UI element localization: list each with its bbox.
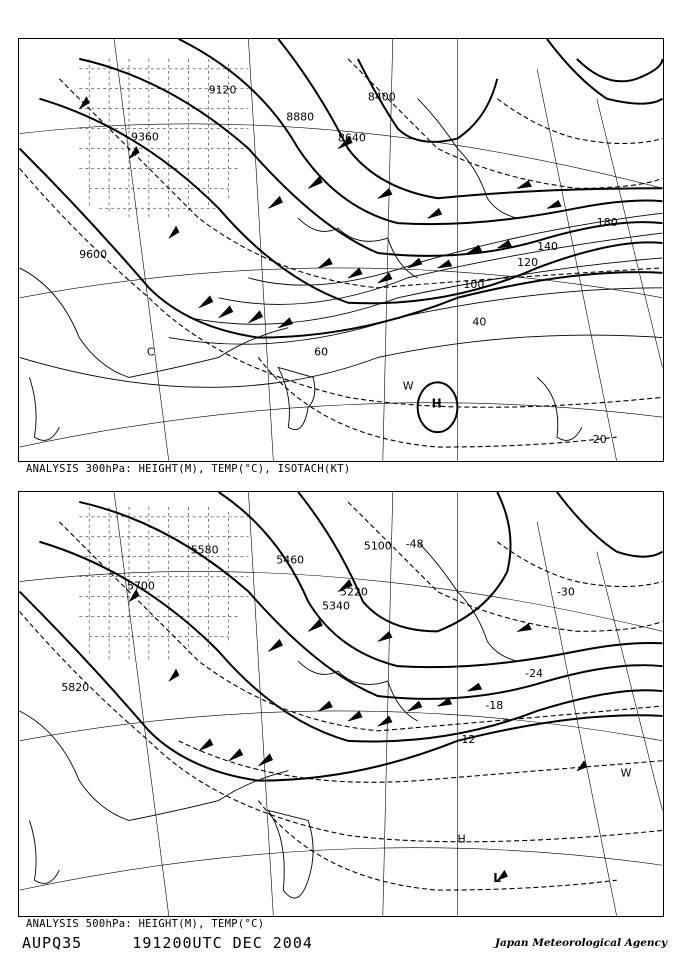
warm-center-label: W [620, 766, 632, 780]
temperature-isotherms [20, 59, 663, 447]
height-contours [20, 39, 663, 432]
cold-center-label: C [146, 345, 155, 359]
height-label-5220: 5220 [340, 585, 368, 599]
temp-label-minus18: -18 [485, 698, 504, 712]
coastlines [20, 99, 582, 441]
isotach-label-100: 100 [463, 277, 485, 291]
caption-500hpa: ANALYSIS 500hPa: HEIGHT(M), TEMP(°C) [26, 918, 265, 930]
analysis-500hpa-map [18, 491, 664, 917]
wind-barbs [129, 580, 587, 881]
temp-label-minus12: -12 [457, 732, 476, 746]
analysis-300hpa-map [18, 38, 664, 462]
isotach-label-140: 140 [537, 240, 558, 254]
coastlines [20, 539, 518, 898]
height-label-5100: 5100 [363, 539, 392, 553]
temperature-isotherms [20, 502, 663, 890]
caption-300hpa: ANALYSIS 300hPa: HEIGHT(M), TEMP(°C), ISOTACH(KT) [26, 463, 351, 475]
isotach-label-40: 40 [472, 315, 487, 329]
height-label-9120: 9120 [208, 83, 237, 97]
chart-identifier [22, 934, 313, 952]
high-center-label: H [457, 832, 466, 846]
height-label-8880: 8880 [286, 110, 315, 124]
isotach-label-60: 60 [314, 345, 329, 359]
map-300hpa-svg [19, 39, 663, 461]
chart-code: AUPQ35 [22, 934, 83, 952]
temp-label-minus48: -48 [405, 537, 424, 551]
temp-label-minus30: -30 [556, 585, 575, 599]
agency-credit: Japan Meteorological Agency [495, 937, 668, 949]
height-label-5340: 5340 [322, 599, 350, 613]
height-label-5460: 5460 [276, 553, 305, 567]
height-label-5580: 5580 [190, 543, 219, 557]
temp-label-minus24: -24 [525, 667, 544, 681]
low-center-label: L [493, 871, 501, 886]
height-label-5820: 5820 [61, 681, 90, 695]
isotach-label-180: 180 [596, 216, 618, 230]
map-500hpa-svg [19, 492, 663, 916]
isotach-label-20: 20 [592, 433, 607, 447]
warm-center-label: W [402, 379, 414, 393]
high-center-label: H [431, 396, 442, 411]
isotach-label-120: 120 [517, 255, 539, 269]
valid-time: 191200UTC DEC 2004 [132, 934, 313, 952]
height-label-5700: 5700 [127, 579, 155, 593]
height-label-8640: 8640 [338, 131, 366, 145]
height-label-9360: 9360 [130, 130, 159, 144]
height-label-9600: 9600 [79, 247, 108, 261]
terrain-hatch [79, 507, 248, 661]
height-label-8400: 8400 [367, 90, 396, 104]
